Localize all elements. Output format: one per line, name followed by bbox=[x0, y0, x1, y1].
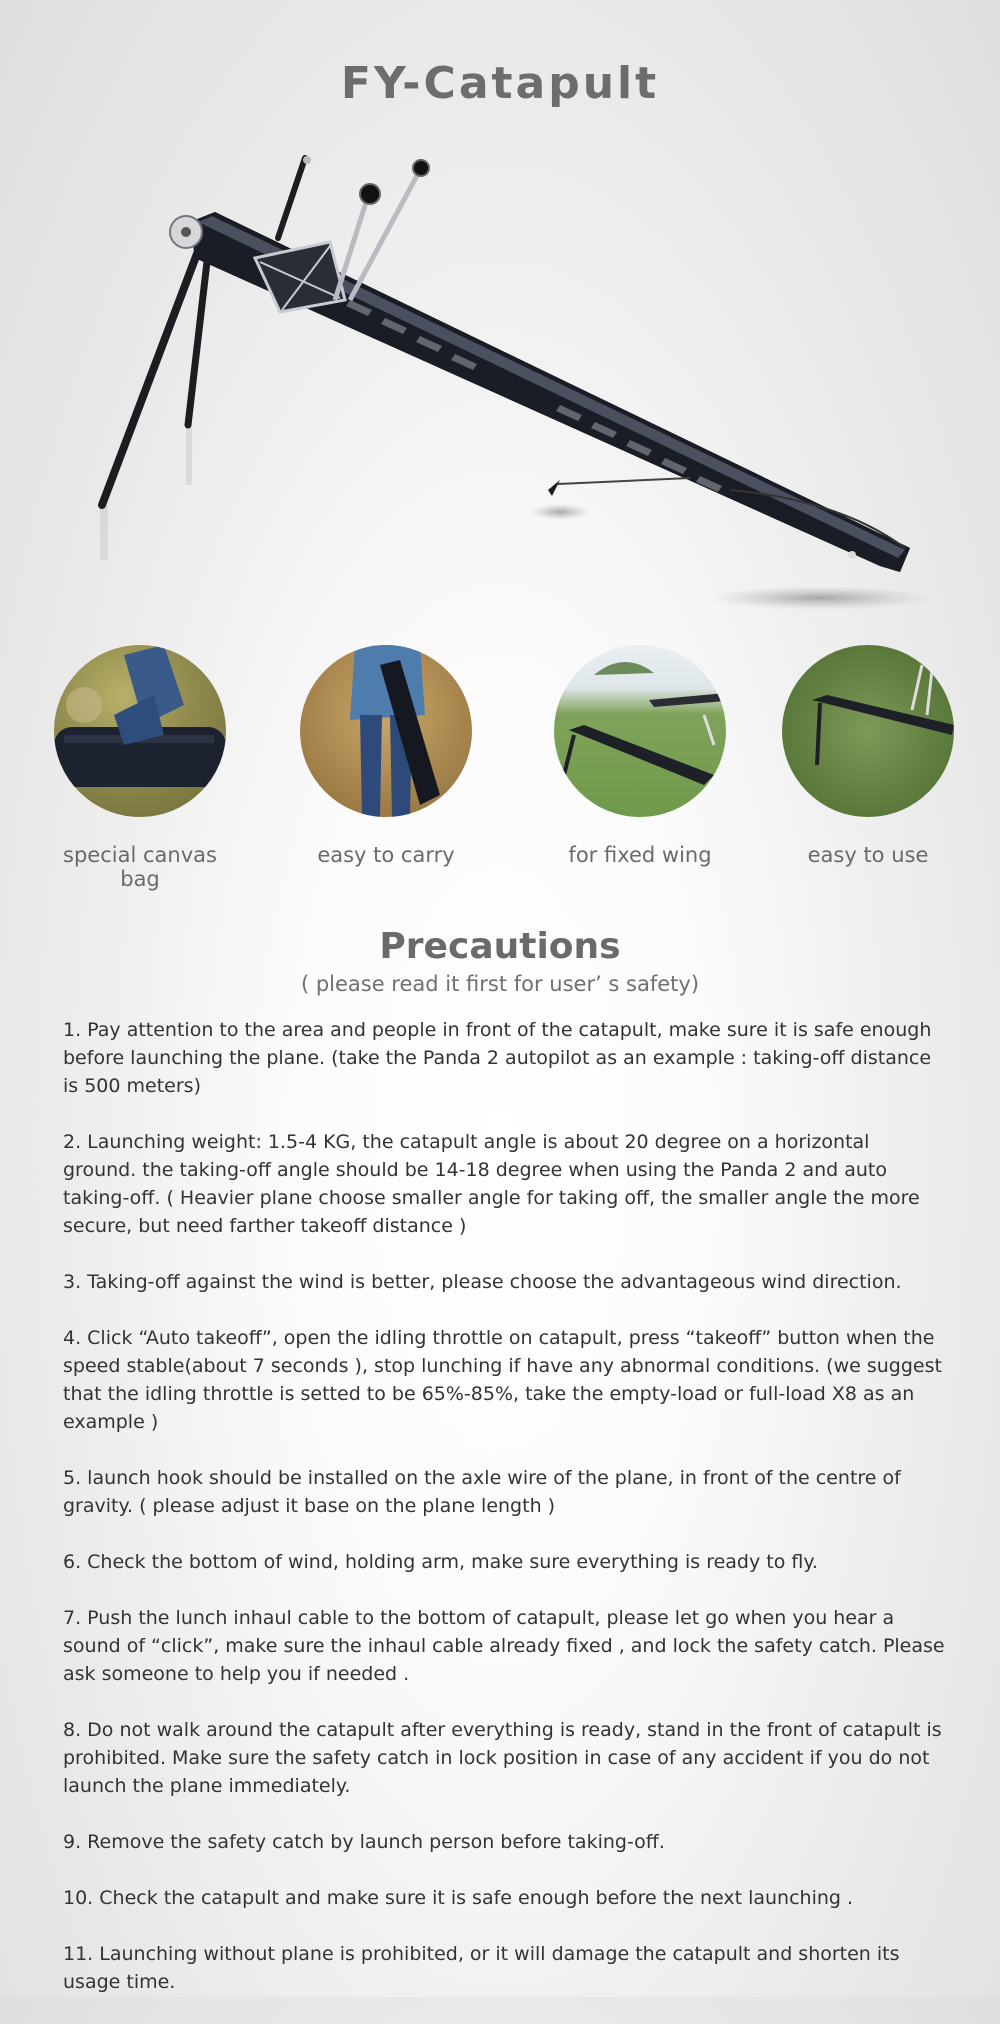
precautions-list bbox=[63, 1016, 945, 2024]
precautions-subheading: ( please read it first for user’ s safety) bbox=[300, 972, 700, 996]
catapult-on-grass-photo-icon bbox=[782, 645, 954, 817]
catapult-hero-image bbox=[0, 0, 1000, 640]
fixed-wing-plane-photo-icon bbox=[554, 645, 726, 817]
person-carrying-photo-icon bbox=[300, 645, 472, 817]
precaution-item: 8. Do not walk around the catapult after everything is ready, stand in the front of catapult is prohibited. Make sure the safety catch in lock position in case of any accident if you do not launch the plane immediately. bbox=[63, 1719, 942, 1797]
feature-easy-to-use bbox=[768, 645, 968, 867]
page-title: FY-Catapult bbox=[340, 58, 660, 109]
feature-label: easy to carry bbox=[317, 843, 455, 867]
precaution-item: 5. launch hook should be installed on the axle wire of the plane, in front of the centre of gravity. ( please adjust it base on the plane length ) bbox=[63, 1467, 901, 1517]
feature-label: special canvas bag bbox=[63, 843, 217, 891]
precaution-item: 2. Launching weight: 1.5-4 KG, the catapult angle is about 20 degree on a horizontal ground. the taking-off angle should be 14-18 degree when using the Panda 2 and auto taking-off. ( Heavier plane choose smaller angle for taking off, the smaller angle the more secure, but need farther takeoff distance ) bbox=[63, 1131, 920, 1237]
feature-label: for fixed wing bbox=[568, 843, 712, 867]
precaution-item: 7. Push the lunch inhaul cable to the bottom of catapult, please let go when you hear a sound of “click”, make sure the inhaul cable already fixed , and lock the safety catch. Please ask someone to help you if needed . bbox=[63, 1607, 945, 1685]
precaution-item: 3. Taking-off against the wind is better, please choose the advantageous wind direction. bbox=[63, 1271, 902, 1293]
feature-fixed-wing bbox=[540, 645, 740, 867]
precaution-item: 9. Remove the safety catch by launch person before taking-off. bbox=[63, 1831, 665, 1853]
precaution-item: 11. Launching without plane is prohibited, or it will damage the catapult and shorten its usage time. bbox=[63, 1943, 900, 1993]
feature-label: easy to use bbox=[807, 843, 929, 867]
precaution-item: 10. Check the catapult and make sure it is safe enough before the next launching . bbox=[63, 1887, 854, 1909]
precaution-item: 6. Check the bottom of wind, holding arm, make sure everything is ready to fly. bbox=[63, 1551, 818, 1573]
feature-canvas-bag bbox=[40, 645, 240, 891]
precautions-heading: Precautions bbox=[379, 926, 621, 967]
precaution-item: 1. Pay attention to the area and people in front of the catapult, make sure it is safe enough before launching the plane. (take the Panda 2 autopilot as an example : taking-off distance is 500 meters) bbox=[63, 1019, 932, 1097]
canvas-bag-photo-icon bbox=[54, 645, 226, 817]
precaution-item: 4. Click “Auto takeoff”, open the idling throttle on catapult, press “takeoff” button when the speed stable(about 7 seconds ), stop lunching if have any abnormal conditions. (we suggest that the idling throttle is setted to be 65%-85%, take the empty-load or full-load X8 as an example ) bbox=[63, 1327, 942, 1433]
feature-easy-to-carry bbox=[286, 645, 486, 867]
